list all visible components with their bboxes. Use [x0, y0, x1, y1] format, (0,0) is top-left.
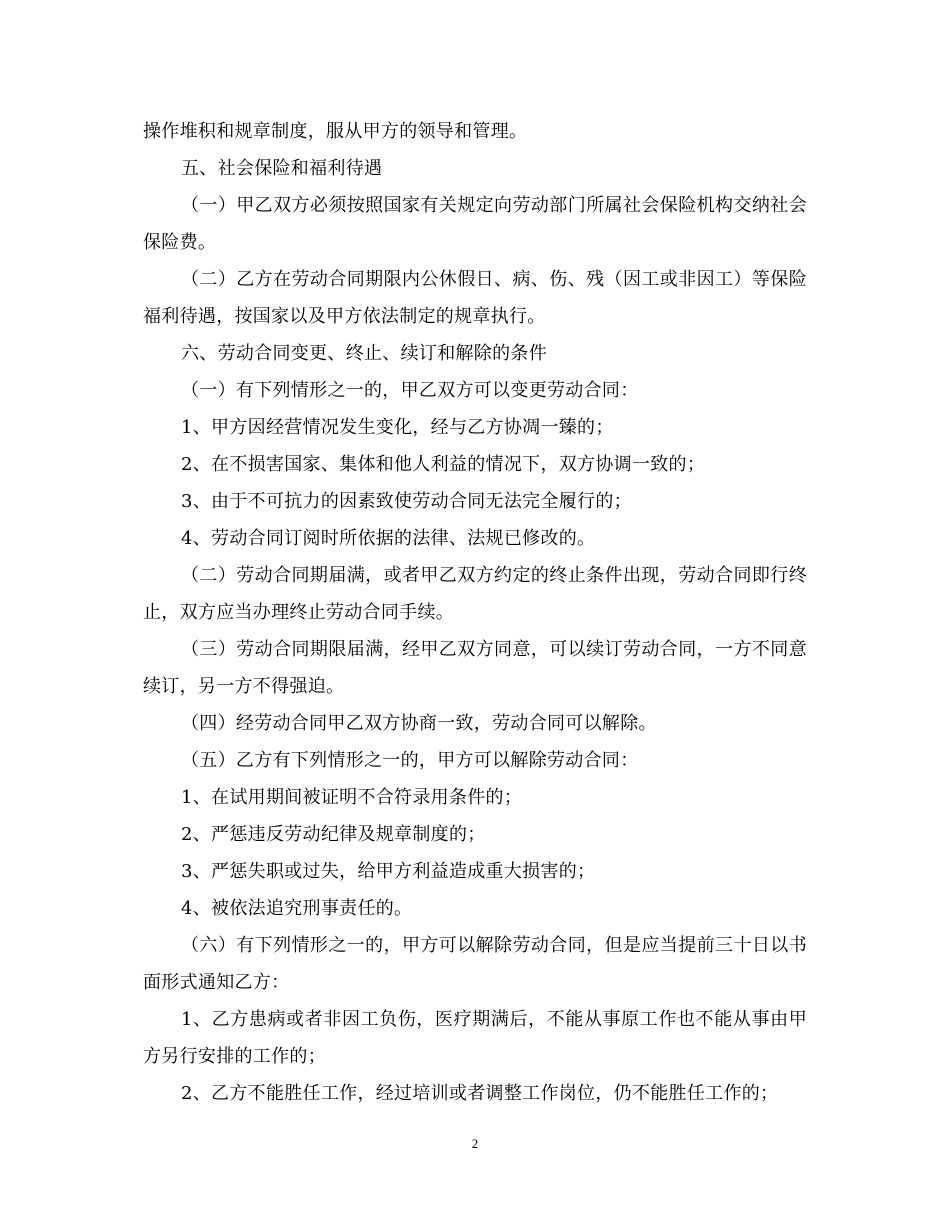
- paragraph: （六）有下列情形之一的，甲方可以解除劳动合同，但是应当提前三十日以书面形式通知乙方：: [143, 935, 807, 993]
- list-item: 2、在不损害国家、集体和他人利益的情况下，双方协调一致的；: [181, 454, 706, 475]
- paragraph: （五）乙方有下列情形之一的，甲方可以解除劳动合同：: [181, 750, 639, 771]
- paragraph: （四）经劳动合同甲乙双方协商一致，劳动合同可以解除。: [181, 713, 657, 734]
- paragraph: （三）劳动合同期限届满，经甲乙双方同意，可以续订劳动合同，一方不同意续订，另一方不得强迫。: [143, 639, 807, 697]
- paragraph: （一）甲乙双方必须按照国家有关规定向劳动部门所属社会保险机构交纳社会保险费。: [143, 195, 807, 253]
- page-number: 2: [471, 1136, 479, 1151]
- list-item: 2、严惩违反劳动纪律及规章制度的；: [181, 824, 486, 845]
- list-item: 4、被依法追究刑事责任的。: [181, 898, 413, 919]
- list-item: 2、乙方不能胜任工作，经过培训或者调整工作岗位，仍不能胜任工作的；: [181, 1083, 779, 1104]
- section-heading: 五、社会保险和福利待遇: [181, 158, 383, 179]
- paragraph: 操作堆积和规章制度，服从甲方的领导和管理。: [143, 121, 528, 142]
- list-item: 1、甲方因经营情况发生变化，经与乙方协凋一臻的；: [181, 417, 614, 438]
- list-item: 1、在试用期间被证明不合符录用条件的；: [181, 787, 523, 808]
- section-heading: 六、劳动合同变更、终止、续订和解除的条件: [181, 343, 547, 364]
- list-item: 4、劳动合同订阅时所依据的法律、法规已修改的。: [181, 528, 596, 549]
- paragraph: （一）有下列情形之一的，甲乙双方可以变更劳动合同：: [181, 380, 639, 401]
- list-item: 3、严惩失职或过失，给甲方利益造成重大损害的；: [181, 861, 596, 882]
- paragraph: （二）劳动合同期届满，或者甲乙双方约定的终止条件出现，劳动合同即行终止，双方应当办理终止劳动合同手续。: [143, 565, 807, 623]
- list-item: 3、由于不可抗力的因素致使劳动合同无法完全履行的；: [181, 491, 632, 512]
- paragraph: （二）乙方在劳动合同期限内公休假日、病、伤、残（因工或非因工）等保险福利待遇，按国家以及甲方依法制定的规章执行。: [143, 269, 807, 327]
- list-item: 1、乙方患病或者非因工负伤，医疗期满后，不能从事原工作也不能从事由甲方另行安排的工作的；: [143, 1009, 807, 1067]
- document-body: [143, 113, 807, 1112]
